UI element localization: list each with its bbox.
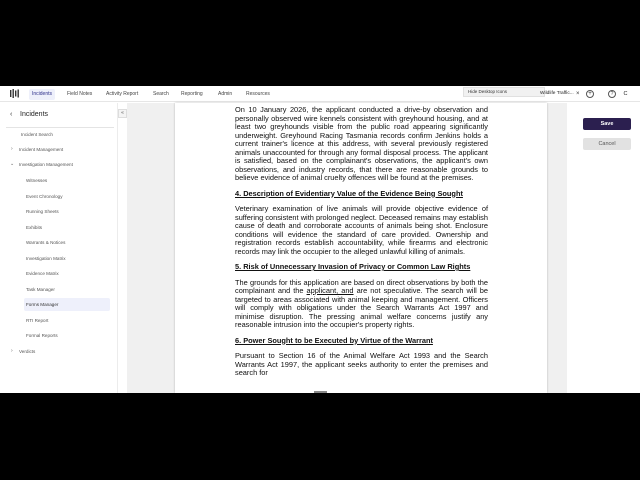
paragraph-text: are not speculative. The search will be targeted to areas associated with animal keeping and management. Officers will comply with obligations under the Search Warrants Act 1997 and minimise disruption. The pressing animal welfare concerns justify any reasonable intrusion into the occupier's property rights. xyxy=(235,286,488,329)
chevron-right-icon[interactable]: › xyxy=(11,146,13,152)
sidebar-item-label: Forms Manager xyxy=(26,302,59,307)
horizontal-scrollbar-thumb[interactable] xyxy=(314,391,327,393)
tab-search[interactable]: Search xyxy=(153,91,169,97)
tab-resources[interactable]: Resources xyxy=(246,91,270,97)
sidebar-item-label: Exhibits xyxy=(26,225,43,230)
sidebar-item-label: RTI Report xyxy=(26,318,49,323)
tooltip: Hide Desktop Icons xyxy=(463,87,545,97)
user-avatar[interactable]: C xyxy=(623,91,628,97)
sidebar-item-label: Incident Management xyxy=(19,147,64,152)
add-tab-icon[interactable]: + xyxy=(586,90,594,98)
tab-field-notes[interactable]: Field Notes xyxy=(67,91,93,97)
sidebar-item-label: Formal Reports xyxy=(26,333,58,338)
underlined-text: applicant, and xyxy=(306,286,354,295)
sidebar-item-formal-reports[interactable] xyxy=(26,329,110,342)
sidebar xyxy=(0,103,118,393)
sidebar-item-evidence-matrix[interactable] xyxy=(26,267,110,280)
sidebar-item-warrants-notices[interactable] xyxy=(26,236,110,249)
sidebar-item-forms-manager[interactable] xyxy=(24,298,110,311)
sidebar-item-label: Task Manager xyxy=(26,287,55,292)
sidebar-item-label: Investigation Management xyxy=(19,162,73,167)
tab-admin[interactable]: Admin xyxy=(218,91,233,97)
sidebar-item-rti-report[interactable] xyxy=(26,314,110,327)
paragraph-evidentiary-value: Veterinary examination of live animals will provide objective evidence of suffering consistent with prolonged neglect. Deceased remains may establish cause of death and corroborate accounts of animals being shot. Enclosure conditions will evidence the standard of care provided. Ownership and registration records establish accountability, while firearms and electronic records may link the occupier to the alleged unlawful killing of animals. xyxy=(235,204,488,256)
paragraph-observations: On 10 January 2026, the applicant conducted a drive-by observation and personally observed wire kennels consistent with greyhound housing, and at least two greyhounds visible from the public road appearing significantly underweight. Greyhound Racing Tasmania records confirm Jenkins holds a current trainer's licence at this address, with several previously registered animals unaccounted for through any formal disposal process. The applicant is satisfied, based on the complainant's observations, the applicant's own observations, and industry records, that there are reasonable grounds to believe evidence of animal cruelty offences will be found at the premises. xyxy=(235,105,488,182)
document-content xyxy=(235,106,488,385)
back-chevron-icon[interactable]: ‹ xyxy=(10,111,13,118)
sidebar-item-task-manager[interactable] xyxy=(26,283,110,296)
app-logo-icon xyxy=(9,88,20,99)
sidebar-item-label: Evidence Matrix xyxy=(26,271,59,276)
sidebar-item-incident-management[interactable] xyxy=(19,143,109,156)
sidebar-item-witnesses[interactable] xyxy=(26,174,110,187)
sidebar-item-label: Verdicts xyxy=(19,349,36,354)
sidebar-item-label: Investigation Matrix xyxy=(26,256,66,261)
sidebar-item-verdicts[interactable] xyxy=(19,345,109,358)
tab-activity-report[interactable]: Activity Report xyxy=(106,91,139,97)
save-button[interactable]: Save xyxy=(583,118,631,130)
sidebar-item-investigation-management[interactable] xyxy=(19,158,109,171)
close-icon[interactable]: × xyxy=(576,91,580,97)
tab-reporting[interactable]: Reporting xyxy=(181,91,203,97)
paragraph-power-sought: Pursuant to Section 16 of the Animal Welfare Act 1993 and the Search Warrants Act 1997, the applicant seeks authority to enter the premises and search for xyxy=(235,351,488,377)
heading-section-6: 6. Power Sought to be Executed by Virtue of the Warrant xyxy=(235,335,433,345)
collapse-sidebar-button[interactable]: « xyxy=(118,109,127,118)
action-panel xyxy=(567,103,640,393)
sidebar-item-label: Incident Search xyxy=(21,132,53,137)
cancel-button[interactable]: Cancel xyxy=(583,138,631,150)
paragraph-privacy-risk xyxy=(235,279,488,330)
chevron-down-icon[interactable]: ⌄ xyxy=(10,161,15,167)
heading-section-4: 4. Description of Evidentiary Value of the Evidence Being Sought xyxy=(235,188,463,198)
sidebar-item-running-sheets[interactable] xyxy=(26,205,110,218)
paragraph-text: The grounds for this application are based on direct observations by both the complainant and the xyxy=(235,277,488,295)
heading-section-5: 5. Risk of Unnecessary Invasion of Privacy or Common Law Rights xyxy=(235,262,471,271)
help-icon[interactable]: ? xyxy=(608,90,616,98)
document-viewer[interactable] xyxy=(127,103,567,393)
top-navigation-bar xyxy=(0,86,640,102)
app-window xyxy=(0,86,640,393)
sidebar-item-label: Running Sheets xyxy=(26,209,59,214)
sidebar-title: Incidents xyxy=(20,111,49,118)
sidebar-item-label: Witnesses xyxy=(26,178,48,183)
sidebar-item-label: Event Chronology xyxy=(26,194,63,199)
extension-tab-wildlife-traffic[interactable]: Wildlife Traffic... xyxy=(540,91,574,96)
sidebar-item-exhibits[interactable] xyxy=(26,221,110,234)
chevron-right-icon[interactable]: › xyxy=(11,348,13,354)
document-page xyxy=(175,103,547,393)
sidebar-item-investigation-matrix[interactable] xyxy=(26,252,110,265)
sidebar-item-label: Warrants & Notices xyxy=(26,240,66,245)
sidebar-item-event-chronology[interactable] xyxy=(26,190,110,203)
tab-incidents[interactable]: Incidents xyxy=(29,89,55,100)
sidebar-item-incident-search[interactable] xyxy=(21,128,109,141)
